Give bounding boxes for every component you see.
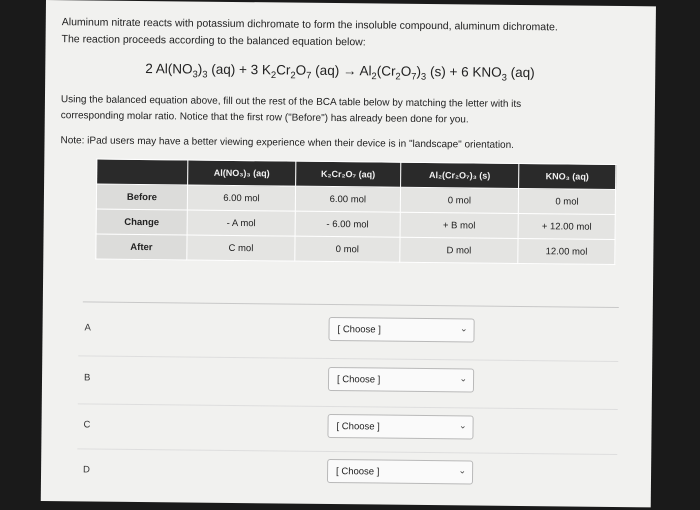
intro-line-1: Aluminum nitrate reacts with potassium dichromate to form the insoluble compound, aluminum dichromate. <box>61 16 558 34</box>
table-cell: + B mol <box>400 212 519 238</box>
row-label: Before <box>96 184 187 210</box>
select-value: [ Choose ] <box>336 421 380 433</box>
table-cell: - A mol <box>187 210 295 236</box>
table-corner <box>97 159 188 185</box>
question-label: C <box>83 419 91 431</box>
table-cell: 0 mol <box>518 188 615 214</box>
table-cell: + 12.00 mol <box>518 213 615 239</box>
chevron-down-icon: ⌄ <box>459 323 468 334</box>
row-label: After <box>96 234 187 260</box>
table-cell: 6.00 mol <box>187 185 295 211</box>
answer-select-c[interactable] <box>327 414 473 440</box>
answer-select-d[interactable] <box>327 459 473 485</box>
answer-select-b[interactable] <box>328 367 474 393</box>
ipad-note: Note: iPad users may have a better viewing experience when their device is in "landscape" orientation. <box>60 135 515 151</box>
table-cell: - 6.00 mol <box>295 211 400 237</box>
select-value: [ Choose ] <box>336 374 381 386</box>
intro-line-2: The reaction proceeds according to the balanced equation below: <box>61 33 366 49</box>
column-header: Al₂(Cr₂O₇)₃ (s) <box>400 162 519 188</box>
table-cell: 0 mol <box>295 236 400 262</box>
question-label: D <box>83 464 91 476</box>
column-header: KNO₃ (aq) <box>519 163 616 189</box>
table-cell: 12.00 mol <box>518 238 615 264</box>
question-label: B <box>83 372 91 384</box>
table-cell: 0 mol <box>400 187 519 213</box>
column-header: K₂Cr₂O₇ (aq) <box>296 161 401 187</box>
question-label: A <box>84 322 91 334</box>
question-row-b <box>78 372 618 418</box>
instructions-line-1: Using the balanced equation above, fill out the rest of the BCA table below by matching the letter with its <box>60 94 522 110</box>
instructions-line-2: corresponding molar ratio. Notice that the first row ("Before") has already been done for you. <box>60 110 469 126</box>
instructions <box>61 92 641 130</box>
select-value: [ Choose ] <box>336 466 380 478</box>
column-header: Al(NO₃)₃ (aq) <box>188 160 296 186</box>
bca-table <box>95 159 616 265</box>
answer-select-a[interactable] <box>328 317 474 343</box>
table-cell: D mol <box>400 237 519 263</box>
chevron-down-icon: ⌄ <box>458 420 467 431</box>
select-value: [ Choose ] <box>337 324 381 336</box>
chevron-down-icon: ⌄ <box>459 373 468 384</box>
row-label: Change <box>96 209 187 235</box>
question-row-c <box>77 419 617 465</box>
balanced-equation: 2 $Al(NO_3)_3$ (aq) + 3 $K_2Cr_2O_7$ $(aq) \to Al_2(Cr_2O_7)_3$ (s) + 6 $KNO_3$ (aq) <box>145 61 535 84</box>
section-divider <box>83 301 619 308</box>
table-row <box>96 234 615 264</box>
question-row-d <box>77 464 617 510</box>
chevron-down-icon: ⌄ <box>458 465 467 476</box>
table-cell: C mol <box>187 235 295 261</box>
question-page <box>41 0 656 507</box>
intro-text <box>61 14 641 54</box>
table-cell: 6.00 mol <box>295 186 400 212</box>
